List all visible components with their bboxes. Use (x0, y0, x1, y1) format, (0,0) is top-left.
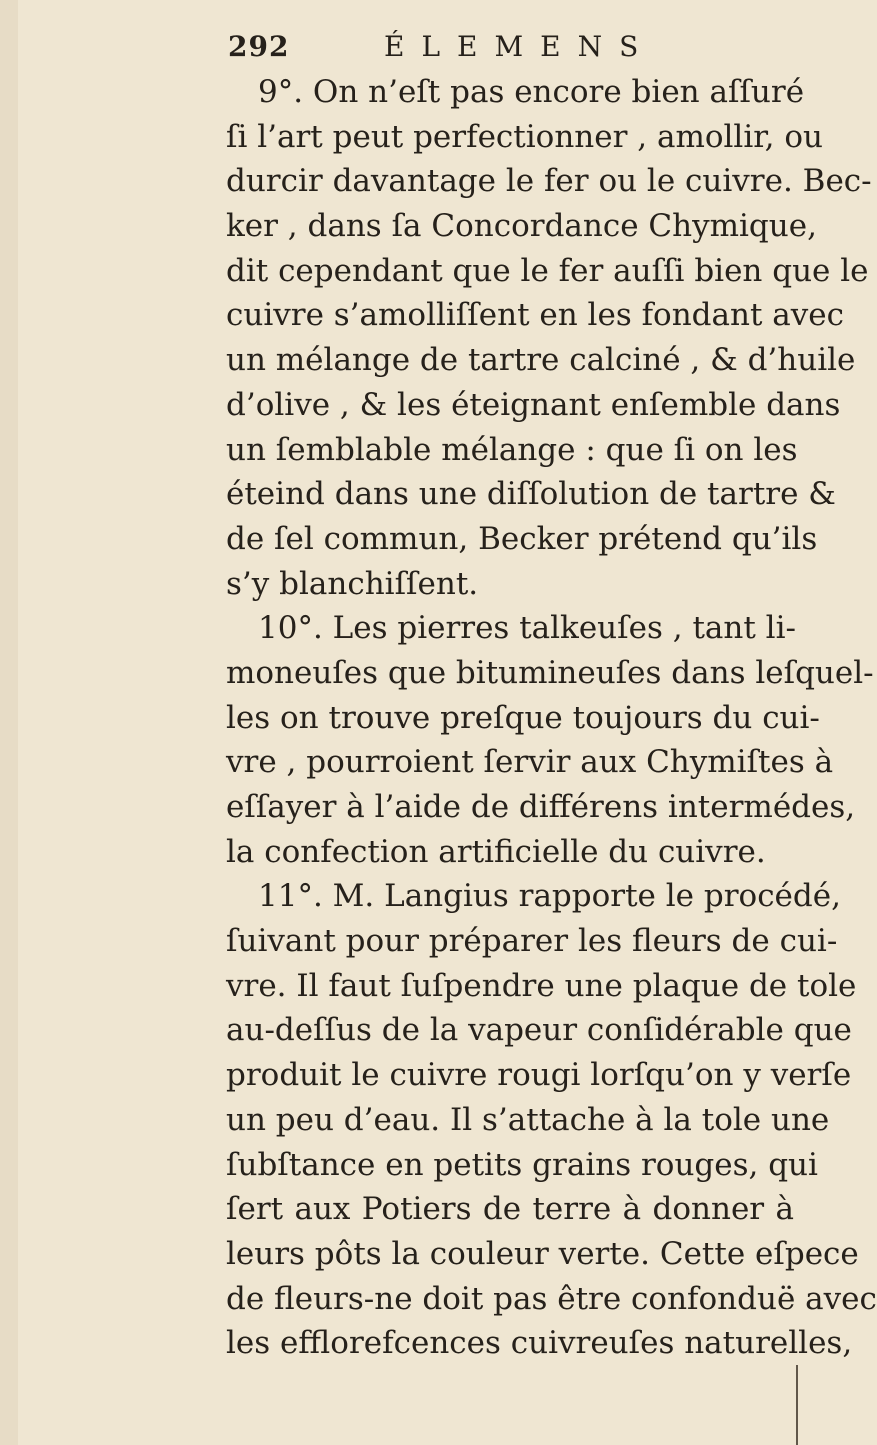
text-line: vre. Il faut ſuſpendre une plaque de tole (226, 967, 857, 1004)
text-line: un peu d’eau. Il s’attache à la tole une (226, 1101, 830, 1138)
text-line: produit le cuivre rougi lorſqu’on y verſe (226, 1057, 852, 1094)
text-line: un mélange de tartre calciné , & d’huile (226, 342, 856, 379)
text-line: durcir davantage le fer ou le cuivre. Bec- (226, 163, 872, 200)
text-line: les on trouve preſque toujours du cui- (226, 699, 820, 736)
text-line: au-deſſus de la vapeur conſidérable que (226, 1012, 852, 1049)
text-line: moneuſes que bitumineuſes dans leſquel- (226, 654, 874, 691)
text-line: de fleurs-ne doit pas être confonduë avec (226, 1280, 877, 1317)
text-line: ſuivant pour préparer les fleurs de cui- (226, 923, 838, 960)
text-line: ſubſtance en petits grains rouges, qui (226, 1146, 818, 1183)
text-line: vre , pourroient ſervir aux Chymiſtes à (226, 744, 834, 781)
text-line: éteind dans une diſſolution de tartre & (226, 476, 836, 513)
page-edge-mark (796, 1365, 798, 1445)
page-shadow (0, 0, 18, 1445)
text-line: cuivre s’amolliſſent en les fondant avec (226, 297, 844, 334)
text-line: leurs pôts la couleur verte. Cette eſpece (226, 1235, 859, 1272)
body-text (226, 70, 877, 1366)
running-head: ÉLEMENS (384, 30, 656, 63)
text-line: un ſemblable mélange : que ſi on les (226, 431, 798, 468)
text-line: ſert aux Potiers de terre à donner à (226, 1191, 794, 1228)
text-line: ſi l’art peut perfectionner , amollir, ou (226, 118, 824, 155)
text-line: 9°. On n’eſt pas encore bien aſſuré (258, 74, 805, 110)
text-line: 10°. Les pierres talkeuſes , tant li- (258, 610, 796, 647)
text-line: eſſayer à l’aide de différens intermédes, (226, 789, 856, 825)
text-line: ker , dans ſa Concordance Chymique, (226, 208, 817, 245)
text-line: les efflorefcences cuivreuſes naturelles, (226, 1325, 853, 1362)
page-number: 292 (228, 30, 290, 63)
text-line: de ſel commun, Becker prétend qu’ils (226, 520, 818, 557)
text-line: la confection artificielle du cuivre. (226, 833, 766, 870)
text-line: dit cependant que le fer auſſi bien que le (226, 252, 869, 289)
text-line: s’y blanchiſſent. (226, 565, 479, 602)
text-line: d’olive , & les éteignant enſemble dans (226, 386, 841, 423)
text-line: 11°. M. Langius rapporte le procédé, (258, 878, 841, 915)
